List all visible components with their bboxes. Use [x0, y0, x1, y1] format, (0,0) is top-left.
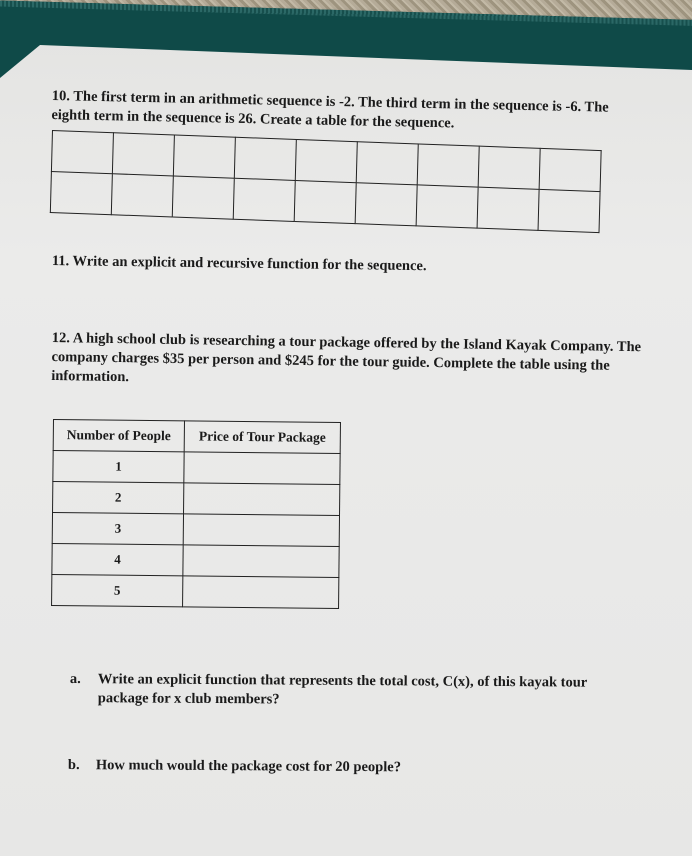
sequence-cell[interactable] [234, 137, 296, 180]
sequence-cell[interactable] [477, 187, 539, 230]
people-count-cell: 1 [53, 451, 184, 483]
sequence-cell[interactable] [539, 148, 601, 191]
sequence-cell[interactable] [356, 142, 418, 185]
tour-table-row [52, 543, 339, 577]
people-count-cell: 5 [52, 574, 183, 606]
sequence-cell[interactable] [417, 144, 479, 187]
people-count-cell: 4 [52, 543, 183, 575]
header-number-of-people: Number of People [53, 420, 184, 452]
people-count-cell: 3 [52, 513, 183, 545]
sequence-cell[interactable] [538, 189, 600, 232]
sequence-cell[interactable] [478, 146, 540, 189]
header-price-of-tour-package: Price of Tour Package [184, 421, 340, 454]
question-10-text: 10. The first term in an arithmetic sequence is -2. The third term in the sequence is -6. The eighth term in the sequence is 26. Create a table for the sequence. [51, 87, 609, 132]
part-a-text: Write an explicit function that represents the total cost, C(x), of this kayak tour package for x club members? [97, 671, 588, 708]
tour-table-row [52, 513, 339, 547]
question-12-text: 12. A high school club is researching a tour package offered by the Island Kayak Company. The company charges $35 per person and $245 for the tour guide. Complete the table using the information. [51, 329, 642, 386]
part-b-label: b. [67, 757, 80, 774]
sequence-cell[interactable] [416, 185, 478, 228]
part-b-text: How much would the package cost for 20 people? [95, 757, 402, 776]
question-12a [70, 670, 630, 712]
sequence-cell[interactable] [233, 178, 295, 221]
tour-table-row [53, 482, 340, 516]
question-11-text: 11. Write an explicit and recursive function for the sequence. [51, 252, 427, 275]
people-count-cell: 2 [53, 482, 184, 514]
tour-table-row [52, 574, 339, 608]
sequence-cell[interactable] [172, 176, 234, 219]
price-cell[interactable] [184, 483, 340, 516]
sequence-cell[interactable] [112, 133, 174, 176]
sequence-cell[interactable] [294, 180, 356, 223]
sequence-cell[interactable] [111, 174, 173, 217]
price-cell[interactable] [183, 545, 339, 578]
price-cell[interactable] [183, 576, 339, 609]
sequence-cell[interactable] [173, 135, 235, 178]
price-cell[interactable] [184, 452, 340, 485]
sequence-cell[interactable] [355, 183, 417, 226]
price-cell[interactable] [183, 514, 339, 547]
part-a-label: a. [69, 671, 81, 688]
sequence-cell[interactable] [50, 172, 112, 215]
sequence-cell[interactable] [295, 139, 357, 182]
tour-table-header-row [53, 420, 340, 454]
tour-price-table [51, 419, 341, 609]
sequence-cell[interactable] [51, 131, 113, 174]
question-12b [68, 756, 468, 778]
tour-table-row [53, 451, 340, 485]
